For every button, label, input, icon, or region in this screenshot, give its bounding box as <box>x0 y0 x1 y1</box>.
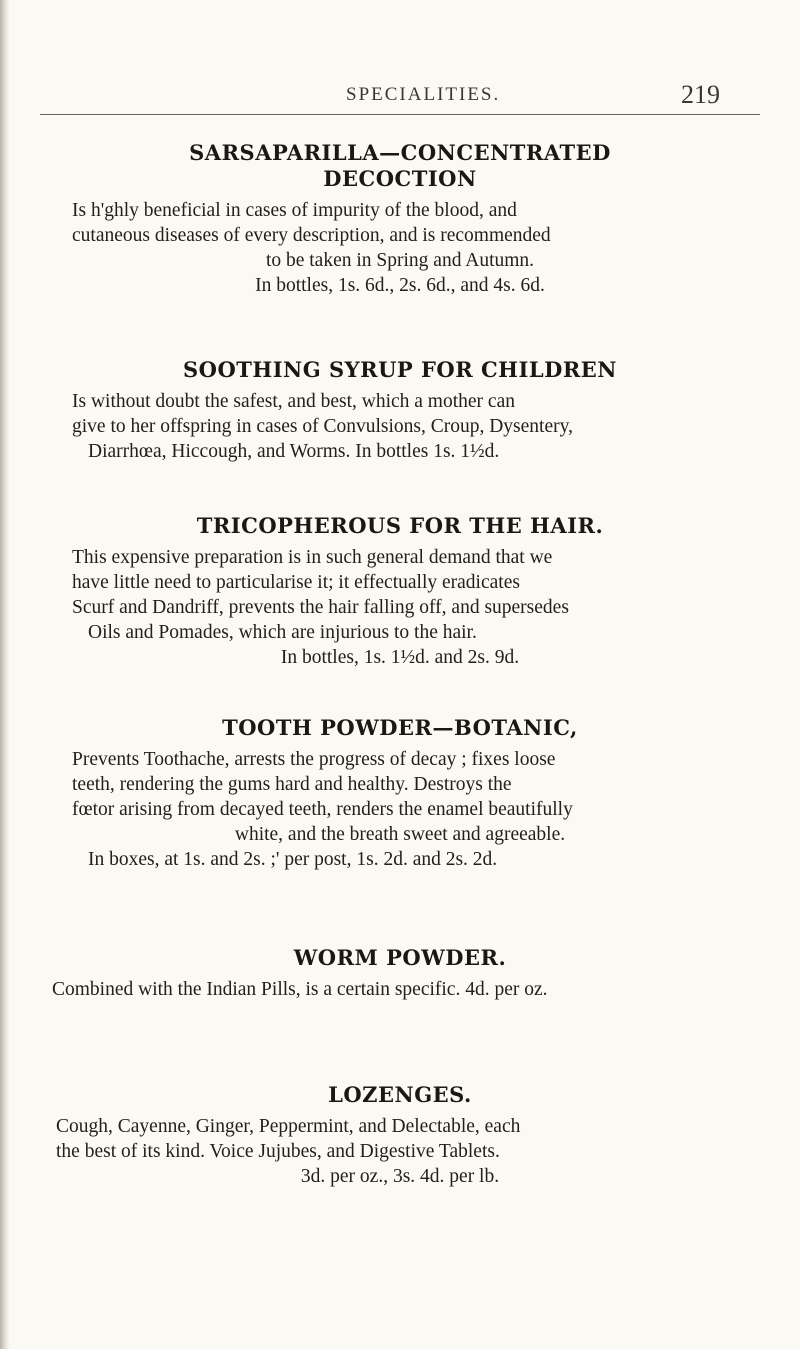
pricing-line: 3d. per oz., 3s. 4d. per lb. <box>300 1166 500 1187</box>
body-line: Scurf and Dandriff, prevents the hair falling off, and supersedes <box>72 597 569 618</box>
body-line: to be taken in Spring and Autumn. <box>265 250 535 271</box>
body-line: white, and the breath sweet and agreeable. <box>234 824 566 845</box>
section-soothing-syrup <box>0 357 800 464</box>
section-sarsaparilla <box>0 140 800 298</box>
section-lozenges <box>0 1082 800 1189</box>
body-line: the best of its kind. Voice Jujubes, and Digestive Tablets. <box>56 1141 500 1162</box>
pricing-line: In bottles, 1s. 6d., 2s. 6d., and 4s. 6d. <box>255 275 545 296</box>
section-title-line-2: DECOCTION <box>323 166 477 191</box>
body-line: Combined with the Indian Pills, is a certain specific. 4d. per oz. <box>52 979 548 1000</box>
pricing-line: In bottles, 1s. 1½d. and 2s. 9d. <box>280 647 520 668</box>
section-body <box>0 1114 800 1189</box>
page-number: 219 <box>681 80 720 109</box>
section-title: WORM POWDER. <box>293 945 507 970</box>
body-line: Diarrhœa, Hiccough, and Worms. In bottles 1s. 1½d. <box>88 441 500 462</box>
section-title-line-1: SARSAPARILLA—CONCENTRATED <box>189 140 611 165</box>
section-body <box>0 977 800 1002</box>
section-title: TOOTH POWDER—BOTANIC, <box>222 715 578 740</box>
running-title: SPECIALITIES. <box>346 84 501 105</box>
body-line: Oils and Pomades, which are injurious to the hair. <box>88 622 477 643</box>
section-body <box>0 198 800 298</box>
body-line: teeth, rendering the gums hard and healthy. Destroys the <box>72 774 512 795</box>
section-body <box>0 545 800 670</box>
running-head <box>40 80 760 115</box>
section-tricopherous <box>0 513 800 670</box>
body-line: have little need to particularise it; it effectually eradicates <box>72 572 520 593</box>
section-body <box>0 747 800 872</box>
body-line: This expensive preparation is in such general demand that we <box>72 547 553 568</box>
section-title: TRICOPHEROUS FOR THE HAIR. <box>196 513 604 538</box>
pricing-line: In boxes, at 1s. and 2s. ;' per post, 1s. 2d. and 2s. 2d. <box>88 849 498 870</box>
body-line: fœtor arising from decayed teeth, renders the enamel beautifully <box>72 799 573 820</box>
section-title <box>0 140 800 192</box>
section-title: SOOTHING SYRUP FOR CHILDREN <box>183 357 617 382</box>
section-title: LOZENGES. <box>328 1082 472 1107</box>
body-line: Cough, Cayenne, Ginger, Peppermint, and Delectable, each <box>56 1116 521 1137</box>
body-line: Is without doubt the safest, and best, which a mother can <box>72 391 515 412</box>
section-body <box>0 389 800 464</box>
body-line: Is h'ghly beneficial in cases of impurity of the blood, and <box>72 200 517 221</box>
body-line: give to her offspring in cases of Convulsions, Croup, Dysentery, <box>72 416 573 437</box>
body-line: Prevents Toothache, arrests the progress of decay ; fixes loose <box>72 749 556 770</box>
section-worm-powder <box>0 945 800 1002</box>
section-tooth-powder <box>0 715 800 872</box>
body-line: cutaneous diseases of every description, and is recommended <box>72 225 551 246</box>
